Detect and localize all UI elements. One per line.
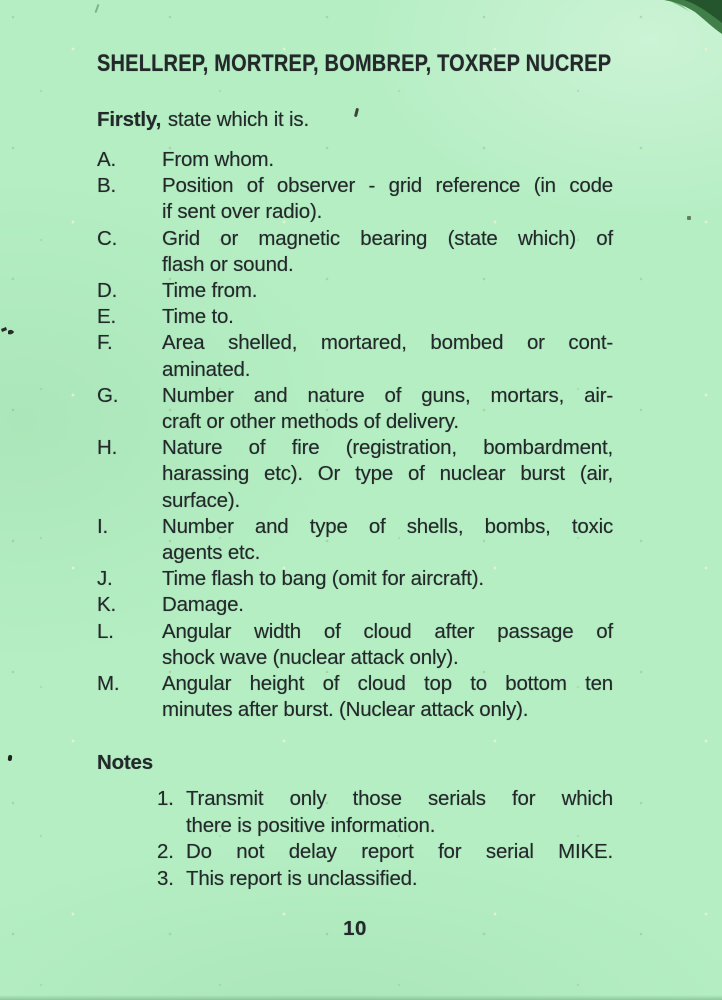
serial-item [97,592,613,618]
serial-item [97,304,613,330]
item-marker: H. [97,436,118,460]
serial-item [97,278,613,304]
text-line: Do not delay report for serial MIKE. [186,840,613,864]
text-line: Angular height of cloud top to bottom ten [162,672,613,696]
item-marker: D. [97,279,118,303]
item-marker: E. [97,305,116,329]
text-line: Transmit only those serials for which [186,787,613,810]
item-marker: C. [97,226,118,250]
item-marker: I. [97,514,108,538]
item-marker: K. [97,593,116,617]
page-number: 10 [343,917,367,940]
text-line: Grid or magnetic bearing (state which) of [162,226,613,250]
serial-item [97,226,613,278]
item-text [186,786,613,839]
item-text [162,671,613,723]
serial-item [97,147,613,173]
notes-section [97,750,613,892]
text-line: Number and nature of guns, mortars, air- [162,383,613,407]
intro-lead: Firstly, [97,108,162,131]
text-line: From whom. [162,148,274,171]
item-text [162,435,613,514]
item-marker: L. [97,619,114,643]
text-line: agents etc. [162,541,261,565]
item-text [162,173,613,225]
item-text [162,330,613,382]
text-line: harassing etc). Or type of nuclear burst (air, [162,462,613,486]
text-line: Damage. [162,593,244,617]
text-line: Time flash to bang (omit for aircraft). [162,567,484,591]
serial-item [97,671,613,723]
notes-heading: Notes [97,751,153,774]
text-line: Nature of fire (registration, bombardment, [162,436,613,460]
item-marker: 2. [157,840,174,864]
note-item [97,839,613,866]
item-text [162,514,613,566]
item-text [162,566,613,592]
serial-item [97,435,613,514]
text-line: Area shelled, mortared, bombed or cont- [162,331,613,355]
intro-rest: state which it is. [167,108,309,131]
text-line: if sent over radio). [162,200,323,224]
text-line: aminated. [162,357,251,381]
item-text [186,839,613,866]
item-marker: B. [97,174,116,198]
item-text [162,592,613,618]
text-line: Time to. [162,305,234,329]
text-line: This report is unclassified. [186,866,418,890]
intro-line [97,107,309,133]
serial-item [97,566,613,592]
serial-item [97,619,613,671]
text-line: Time from. [162,279,258,303]
text-line: Angular width of cloud after passage of [162,619,613,643]
item-text [162,383,613,435]
text-line: Number and type of shells, bombs, toxic [162,514,613,538]
item-marker: 1. [157,787,174,810]
serial-item [97,330,613,382]
text-line: there is positive information. [186,813,436,837]
item-text [162,304,613,330]
serial-item [97,173,613,225]
notes-list [97,786,613,892]
serial-item [97,514,613,566]
item-text [162,619,613,671]
text-line: minutes after burst. (Nuclear attack only). [162,698,529,722]
item-marker: G. [97,383,119,407]
item-marker: M. [97,672,120,696]
text-line: Position of observer - grid reference (in code [162,174,613,198]
item-text [186,866,613,893]
note-item [97,786,613,839]
page-title: SHELLREP, MORTREP, BOMBREP, TOXREP NUCREP [97,51,612,78]
item-marker: F. [97,331,113,355]
item-text [162,226,613,278]
note-item [97,866,613,893]
item-marker: J. [97,567,113,591]
item-marker: A. [97,148,116,171]
text-line: craft or other methods of delivery. [162,410,459,434]
item-text [162,147,613,173]
item-text [162,278,613,304]
item-marker: 3. [157,866,174,890]
serial-list [97,147,613,723]
serial-item [97,383,613,435]
text-line: surface). [162,488,240,512]
text-line: shock wave (nuclear attack only). [162,645,459,669]
text-line: flash or sound. [162,252,294,276]
